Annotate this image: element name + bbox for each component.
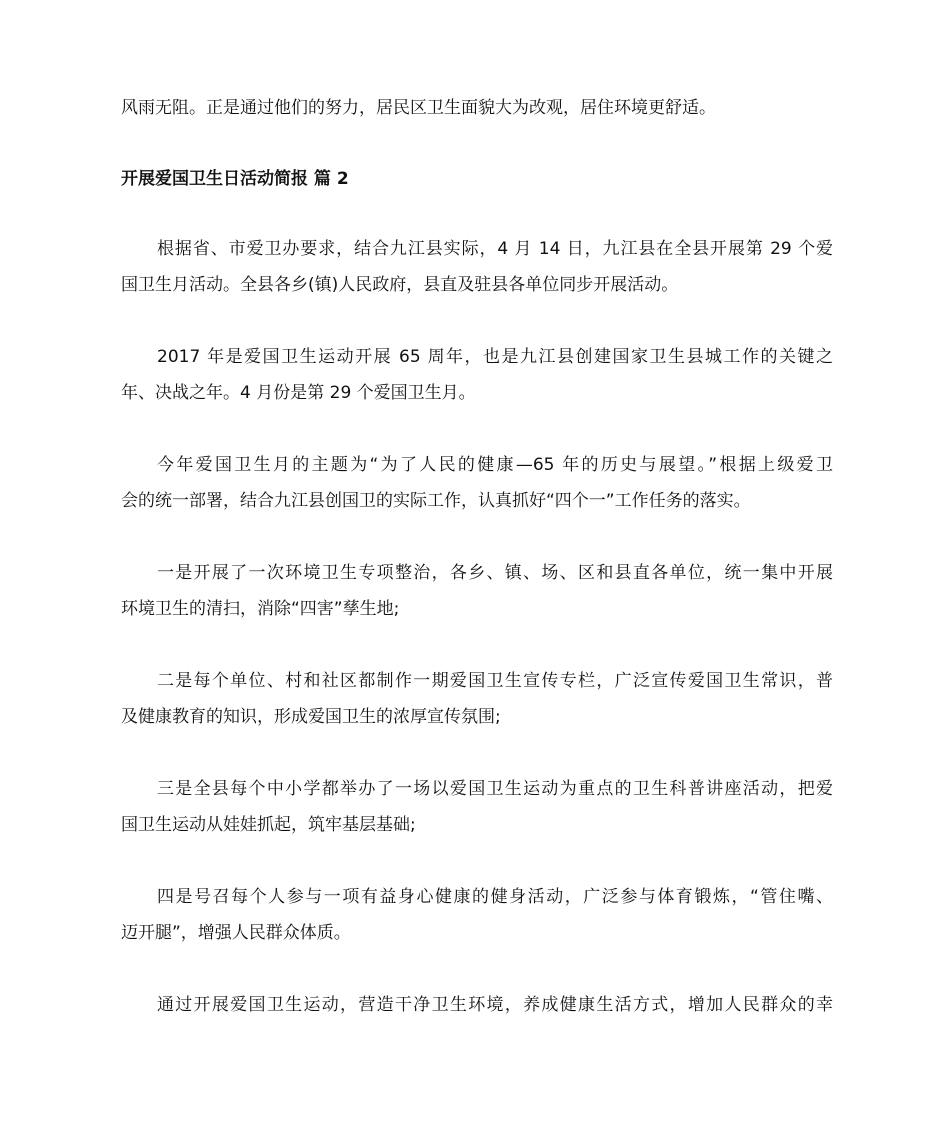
paragraph-1-line-1: 根据省、市爱卫办要求，结合九江县实际，4 月 14 日，九江县在全县开展第 29 个爱 <box>157 239 833 259</box>
paragraph-7-line-2: 迈开腿”，增强人民群众体质。 <box>121 923 351 943</box>
paragraph-3-line-1: 今年爱国卫生月的主题为“为了人民的健康—65 年的历史与展望。”根据上级爱卫 <box>157 455 833 475</box>
paragraph-2-line-2: 年、决战之年。4 月份是第 29 个爱国卫生月。 <box>121 383 476 403</box>
paragraph-6-line-1: 三是全县每个中小学都举办了一场以爱国卫生运动为重点的卫生科普讲座活动，把爱 <box>157 779 833 799</box>
paragraph-1-line-2: 国卫生月活动。全县各乡(镇)人民政府，县直及驻县各单位同步开展活动。 <box>121 275 679 295</box>
paragraph-5-line-1: 二是每个单位、村和社区都制作一期爱国卫生宣传专栏，广泛宣传爱国卫生常识，普 <box>157 671 833 691</box>
paragraph-4-line-2: 环境卫生的清扫，消除“四害”孳生地; <box>121 599 400 619</box>
paragraph-3-line-2: 会的统一部署，结合九江县创国卫的实际工作，认真抓好“四个一”工作任务的落实。 <box>121 491 751 511</box>
paragraph-7-line-1: 四是号召每个人参与一项有益身心健康的健身活动，广泛参与体育锻炼，“管住嘴、 <box>157 887 833 907</box>
paragraph-6-line-2: 国卫生运动从娃娃抓起，筑牢基层基础; <box>121 815 416 835</box>
paragraph-5-line-2: 及健康教育的知识，形成爱国卫生的浓厚宣传氛围; <box>121 707 501 727</box>
paragraph-2-line-1: 2017 年是爱国卫生运动开展 65 周年，也是九江县创建国家卫生县城工作的关键之 <box>157 347 833 367</box>
continuation-text-line: 风雨无阻。正是通过他们的努力，居民区卫生面貌大为改观，居住环境更舒适。 <box>121 98 716 118</box>
section-heading: 开展爱国卫生日活动简报 篇 2 <box>121 169 349 189</box>
paragraph-8-line-1: 通过开展爱国卫生运动，营造干净卫生环境，养成健康生活方式，增加人民群众的幸 <box>157 995 833 1015</box>
paragraph-4-line-1: 一是开展了一次环境卫生专项整治，各乡、镇、场、区和县直各单位，统一集中开展 <box>157 563 833 583</box>
